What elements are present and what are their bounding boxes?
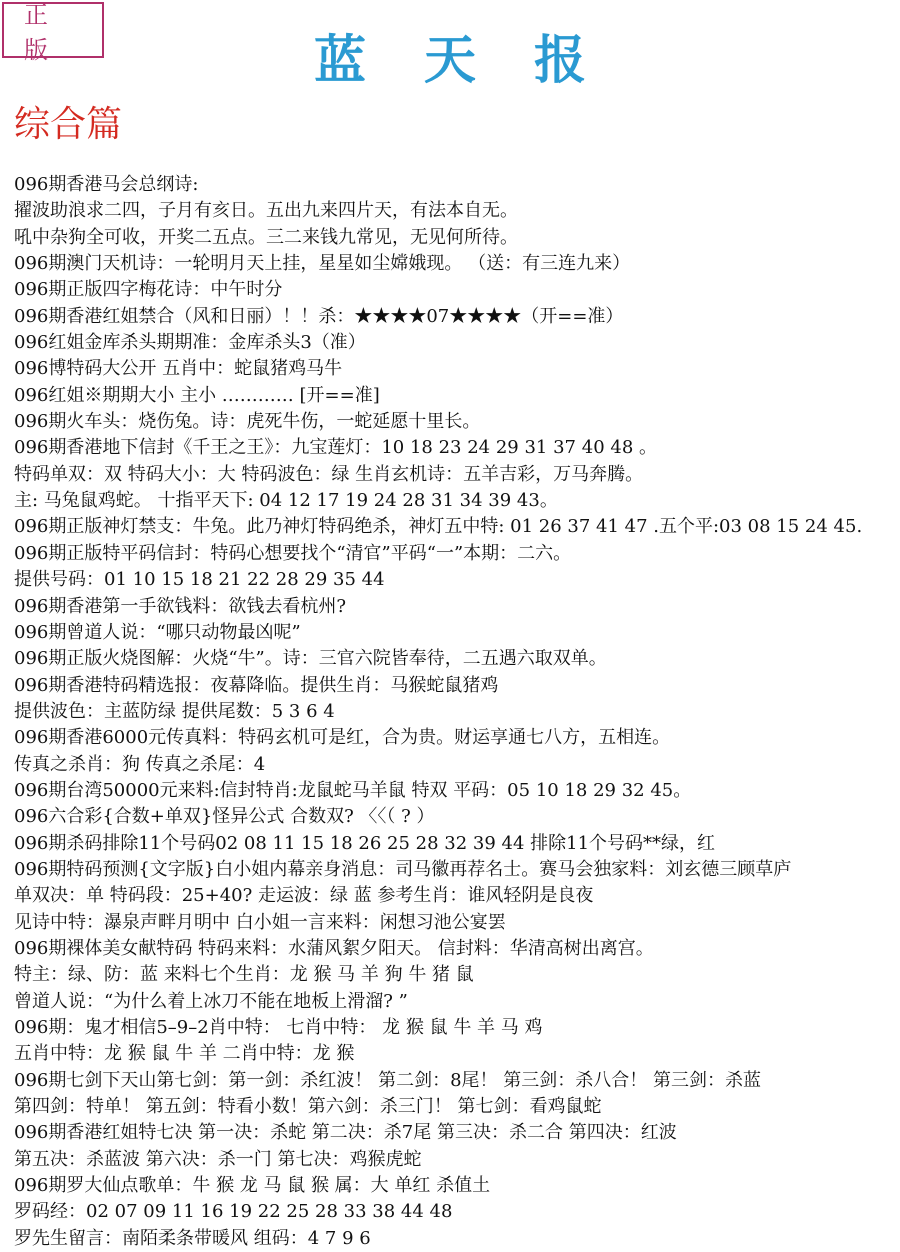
text-line: 擢波助浪求二四，子月有亥日。五出九来四片天，有法本自无。 bbox=[14, 200, 518, 222]
text-line: 第四剑：特单！ 第五剑：特看小数！第六剑：杀三门！ 第七剑：看鸡鼠蛇 bbox=[14, 1096, 602, 1118]
text-line: 096期香港红姐特七决 第一决：杀蛇 第二决：杀7尾 第三决：杀二合 第四决：红波 bbox=[14, 1122, 677, 1144]
text-line: 096期正版特平码信封：特码心想要找个“清官”平码“一”本期：二六。 bbox=[14, 542, 572, 564]
content-body bbox=[14, 172, 900, 1252]
text-line: 096期七剑下天山第七剑：第一剑：杀红波！ 第二剑：8尾！ 第三剑：杀八合！ 第三剑：杀蓝 bbox=[14, 1069, 761, 1091]
text-line: 096期香港地下信封《千王之王》：九宝莲灯：10 18 23 24 29 31 37 40 48 。 bbox=[14, 437, 657, 459]
text-line: 096期曾道人说：“哪只动物最凶呢” bbox=[14, 621, 301, 643]
text-line: 单双决：单 特码段：25+40? 走运波：绿 蓝 参考生肖：谁风轻阴是良夜 bbox=[14, 885, 594, 907]
text-line: 096期香港第一手欲钱料：欲钱去看杭州? bbox=[14, 595, 347, 617]
text-line: 特码单双：双 特码大小：大 特码波色：绿 生肖玄机诗：五羊吉彩，万马奔腾。 bbox=[14, 463, 644, 485]
text-line: 见诗中特：瀑泉声畔月明中 白小姐一言来料：闲想习池公宴罢 bbox=[14, 911, 506, 933]
text-line: 096期正版神灯禁支：牛兔。此乃神灯特码绝杀，神灯五中特: 01 26 37 41 47 .五个平:03 08 15 24 45. bbox=[14, 516, 863, 538]
text-line: 096期裸体美女献特码 特码来料：水蒲风絮夕阳天。 信封料：华清高树出离宫。 bbox=[14, 937, 654, 959]
section-heading: 综合篇 bbox=[14, 104, 123, 145]
text-line: 罗先生留言：南陌柔条带暖风 组码：4 7 9 6 bbox=[14, 1227, 371, 1249]
text-line: 096期香港特码精选报：夜幕降临。提供生肖：马猴蛇鼠猪鸡 bbox=[14, 674, 499, 696]
text-line: 096期杀码排除11个号码02 08 11 15 18 26 25 28 32 39 44 排除11个号码**绿，红 bbox=[14, 832, 716, 854]
text-line: 传真之杀肖：狗 传真之杀尾：4 bbox=[14, 753, 266, 775]
text-line: 主: 马兔鼠鸡蛇。 十指平天下: 04 12 17 19 24 28 31 34 39 43。 bbox=[14, 490, 558, 512]
text-line: 096期香港红姐禁合（风和日丽）！！杀：★★★★07★★★★（开==准） bbox=[14, 305, 624, 327]
text-line: 提供波色：主蓝防绿 提供尾数：5 3 6 4 bbox=[14, 700, 335, 722]
text-line: 吼中杂狗全可收，开奖二五点。三二来钱九常见，无见何所待。 bbox=[14, 226, 518, 248]
text-line: 096期火车头：烧伤兔。诗：虎死牛伤，一蛇延愿十里长。 bbox=[14, 411, 481, 433]
text-line: 096期罗大仙点歌单：牛 猴 龙 马 鼠 猴 属：大 单红 杀值土 bbox=[14, 1175, 491, 1197]
text-line: 096期香港6000元传真料：特码玄机可是红，合为贵。财运享通七八方，五相连。 bbox=[14, 727, 671, 749]
text-line: 096博特码大公开 五肖中：蛇鼠猪鸡马牛 bbox=[14, 358, 343, 380]
text-line: 096红姐金库杀头期期准：金库杀头3（准） bbox=[14, 332, 366, 354]
text-line: 五肖中特：龙 猴 鼠 牛 羊 二肖中特：龙 猴 bbox=[14, 1043, 355, 1065]
text-line: 096期正版火烧图解：火烧“牛”。诗：三官六院皆奉待，二五遇六取双单。 bbox=[14, 648, 607, 670]
text-line: 096期：鬼才相信5–9–2肖中特： 七肖中特： 龙 猴 鼠 牛 羊 马 鸡 bbox=[14, 1017, 543, 1038]
text-line: 096期香港马会总纲诗: bbox=[14, 174, 199, 195]
text-line: 曾道人说：“为什么着上冰刀不能在地板上滑溜? ” bbox=[14, 990, 408, 1012]
page-title: 蓝天报 bbox=[313, 30, 644, 91]
text-line: 096期特码预测{文字版}白小姐内幕亲身消息：司马徽再荐名士。赛马会独家料：刘玄德三顾草庐 bbox=[14, 858, 792, 880]
text-line: 096六合彩{合数+单双}怪异公式 合数双? 〈〈（ ? ） bbox=[14, 806, 435, 828]
text-line: 096期正版四字梅花诗：中午时分 bbox=[14, 279, 283, 301]
text-line: 第五决：杀蓝波 第六决：杀一门 第七决：鸡猴虎蛇 bbox=[14, 1148, 422, 1170]
text-line: 096期澳门天机诗：一轮明月天上挂，星星如尘嫦娥现。 （送：有三连九来） bbox=[14, 253, 631, 275]
text-line: 096期台湾50000元来料:信封特肖:龙鼠蛇马羊鼠 特双 平码：05 10 18 29 32 45。 bbox=[14, 779, 692, 801]
text-line: 罗码经：02 07 09 11 16 19 22 25 28 33 38 44 48 bbox=[14, 1201, 453, 1223]
text-line: 特主：绿、防：蓝 来料七个生肖：龙 猴 马 羊 狗 牛 猪 鼠 bbox=[14, 964, 474, 986]
text-line: 096红姐※期期大小 主小 ………… [开==准] bbox=[14, 384, 380, 406]
edition-stamp: 正 版 bbox=[2, 2, 104, 58]
text-line: 提供号码：01 10 15 18 21 22 28 29 35 44 bbox=[14, 569, 385, 591]
